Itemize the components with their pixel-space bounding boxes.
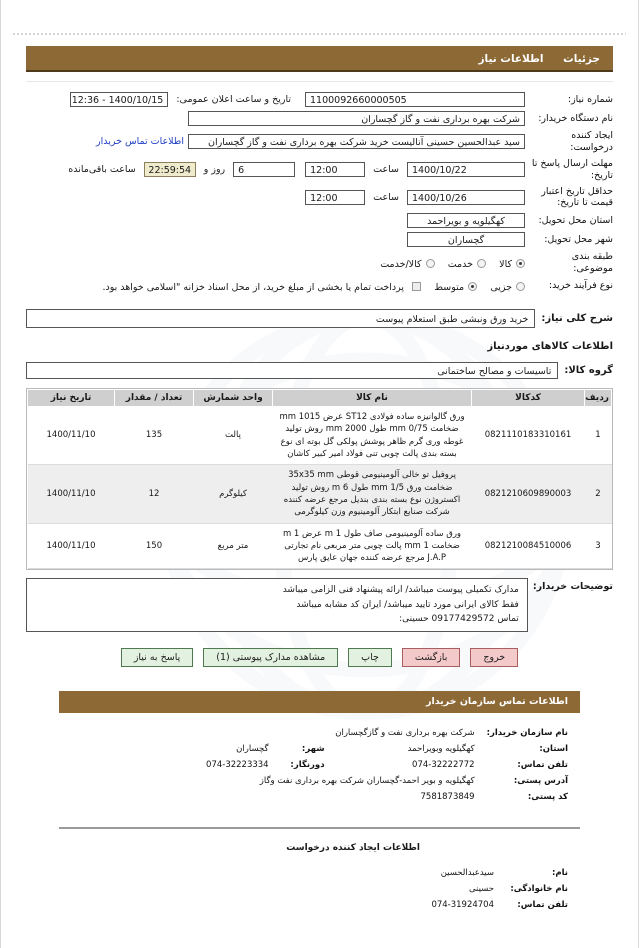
- note-line: فقط کالای ایرانی مورد تایید میباشد/ ایران کد مشابه میباشد: [296, 599, 519, 610]
- cell-name: ورق گالوانیزه ساده فولادی ST12 عرض 1015 mm ضخامت 0/75 mm طول 2000 mm روش تولید غوطه وری گرم ظاهر پوشش پولکی گل بوته ای نوع بسته بندی پالت چوبی تنی فولاد امیر کبیر کاشان: [273, 407, 472, 465]
- cell-date: 1400/11/10: [28, 523, 115, 569]
- hour-label-2: ساعت: [373, 191, 399, 203]
- class-option-service-label: خدمت: [447, 259, 473, 271]
- announce-label: تاریخ و ساعت اعلان عمومی:: [176, 94, 291, 105]
- cell-date: 1400/11/10: [28, 407, 115, 465]
- table-row[interactable]: [28, 523, 612, 569]
- goods-group-value: تاسیسات و مصالح ساختمانی: [26, 362, 558, 379]
- cell-code: 0821210084510006: [472, 523, 585, 569]
- buyer-org-label: نام دستگاه خریدار:: [538, 112, 613, 124]
- contact-province-value: کهگیلویه وبویراحمد: [407, 743, 475, 754]
- row-buyer-org: [26, 109, 613, 128]
- contact-info-block: [59, 725, 568, 805]
- goods-section-title: اطلاعات کالاهای موردنیاز: [487, 341, 613, 352]
- exit-button[interactable]: خروج: [470, 648, 518, 667]
- announce-value: 1400/10/15 - 12:36: [70, 92, 168, 107]
- cell-quantity: 12: [115, 465, 194, 523]
- requester-phone-label: تلفن تماس:: [517, 899, 568, 910]
- need-details-form: [26, 81, 613, 295]
- note-line: تماس 09177429572 حسینی:: [399, 614, 519, 625]
- goods-table-wrapper: [26, 388, 613, 570]
- table-row[interactable]: [28, 407, 612, 465]
- class-option-goods-service[interactable]: [380, 259, 434, 270]
- buyer-notes-label: توضیحات خریدار:: [532, 581, 613, 593]
- row-need-number: [26, 90, 613, 109]
- top-divider: [13, 33, 626, 35]
- treasury-note-label: پرداخت تمام یا بخشی از مبلغ خرید، از محل اسناد خزانه "اسلامی خواهد بود.: [102, 282, 405, 293]
- province-label: استان محل تحویل:: [538, 214, 613, 226]
- tab-details[interactable]: جزئیات: [563, 53, 600, 65]
- contact-org-value: شرکت بهره برداری نفت و گازگچساران: [335, 727, 475, 738]
- general-description-row: [26, 309, 613, 328]
- checkbox-treasury-icon[interactable]: [412, 282, 421, 291]
- contact-row-org: [59, 725, 568, 741]
- contact-row-phone: [59, 757, 568, 773]
- requester-family-label: نام خانوادگی:: [510, 883, 568, 894]
- cell-date: 1400/11/10: [28, 465, 115, 523]
- class-option-goods-service-label: کالا/خدمت: [380, 259, 422, 271]
- radio-minor-icon[interactable]: [516, 282, 525, 291]
- cell-unit: پالت: [194, 407, 273, 465]
- days-remaining: 6: [233, 162, 295, 177]
- process-label: نوع فرآیند خرید:: [548, 280, 613, 292]
- table-row[interactable]: [28, 465, 612, 523]
- col-index: ردیف: [585, 390, 612, 407]
- tab-need-info[interactable]: اطلاعات نیاز: [478, 53, 544, 65]
- col-date: تاریخ نیاز: [28, 390, 115, 407]
- buyer-org-value: شرکت بهره برداری نفت و گاز گچساران: [188, 111, 525, 126]
- buyer-notes-row: [26, 578, 613, 631]
- hour-label-1: ساعت: [373, 164, 399, 176]
- section-header-band: [26, 46, 613, 72]
- requester-name-label: نام:: [551, 867, 568, 878]
- contact-phone-value: 074-32222772: [412, 759, 475, 770]
- class-option-goods[interactable]: [499, 259, 525, 270]
- contact-address-label: آدرس پستی:: [513, 775, 568, 786]
- contact-branch-value: گچساران: [236, 743, 269, 754]
- cell-index: 2: [585, 465, 612, 523]
- requester-info-block: [59, 865, 568, 913]
- requester-name-value: سیدعبدالحسین: [440, 867, 494, 878]
- general-description-label: شرح کلی نیاز:: [541, 313, 613, 324]
- contact-province-label: استان:: [539, 743, 568, 754]
- classification-label: طبقه بندی موضوعی:: [571, 251, 613, 275]
- goods-table: [27, 389, 612, 569]
- radio-service-icon[interactable]: [477, 259, 486, 268]
- row-requester: [26, 128, 613, 156]
- row-province: [26, 211, 613, 230]
- view-attachments-button[interactable]: مشاهده مدارک پیوستی (1): [203, 648, 338, 667]
- treasury-note-option[interactable]: [102, 282, 421, 293]
- need-number-label: شماره نیاز:: [567, 93, 613, 105]
- contact-phone-label: تلفن تماس:: [517, 759, 568, 770]
- buyer-contact-link[interactable]: اطلاعات تماس خریدار: [95, 136, 184, 148]
- days-unit-label: روز و: [203, 164, 226, 176]
- contact-fax-value: 074-32223334: [206, 759, 269, 770]
- validity-date: 1400/10/26: [407, 190, 525, 205]
- requester-label: ایجاد کننده درخواست:: [570, 130, 613, 153]
- buyer-notes-box: [26, 578, 528, 631]
- radio-goods-service-icon[interactable]: [426, 259, 435, 268]
- back-button[interactable]: بازگشت: [402, 648, 460, 667]
- row-validity: [26, 184, 613, 212]
- process-option-medium-label: متوسط: [434, 282, 465, 293]
- requester-family-value: حسینی: [468, 883, 494, 894]
- requester-value: سید عبدالحسین حسینی آنالیست خرید شرکت بهره برداری نفت و گاز گچساران: [188, 134, 525, 149]
- remaining-label: ساعت باقی‌مانده: [68, 164, 136, 176]
- respond-to-need-button[interactable]: پاسخ به نیاز: [121, 648, 193, 667]
- requester-row-family: [59, 881, 568, 897]
- contact-row-province: [59, 741, 568, 757]
- process-option-minor[interactable]: [490, 282, 525, 293]
- radio-medium-icon[interactable]: [468, 282, 477, 291]
- cell-unit: کیلوگرم: [194, 465, 273, 523]
- contact-branch-label: شهر:: [301, 743, 325, 754]
- cell-index: 1: [585, 407, 612, 465]
- deadline-label: مهلت ارسال پاسخ تا تاریخ:: [531, 157, 613, 181]
- contact-org-label: نام سازمان خریدار:: [486, 727, 568, 738]
- contact-section-band: اطلاعات تماس سازمان خریدار: [59, 691, 580, 713]
- requester-section-title: اطلاعات ایجاد کننده درخواست: [286, 842, 420, 853]
- validity-time: 12:00: [305, 190, 365, 205]
- cell-code: 0821110183310161: [472, 407, 585, 465]
- requester-row-name: [59, 865, 568, 881]
- radio-goods-icon[interactable]: [516, 259, 525, 268]
- requester-phone-value: 074-31924704: [431, 899, 494, 910]
- cell-code: 0821210609890003: [472, 465, 585, 523]
- cell-name: پروفیل تو خالی آلومینیومی قوطی 35x35 mm ضخامت ورق 1/5 mm طول 6 m روش تولید اکستروژن نوع بسته بندی بندیل مرجع عرضه کننده شرکت صنایع ابتکار آلومینیوم وزن کیلوگرمی: [273, 465, 472, 523]
- note-line: مدارک تکمیلی پیوست میباشد/ ارائه پیشنهاد فنی الزامی میباشد: [282, 585, 519, 596]
- cell-index: 3: [585, 523, 612, 569]
- need-number-value: 1100092660000505: [305, 92, 525, 107]
- contact-row-postal: [59, 789, 568, 805]
- contact-fax-label: دورنگار:: [290, 759, 325, 770]
- deadline-time: 12:00: [305, 162, 365, 177]
- contact-address-value: کهگیلویه و بویر احمد-گچساران شرکت بهره برداری نفت وگاز: [259, 775, 475, 786]
- city-value: گچساران: [407, 232, 525, 247]
- process-option-medium[interactable]: [434, 282, 477, 293]
- col-quantity: تعداد / مقدار: [115, 390, 194, 407]
- requester-row-phone: [59, 897, 568, 913]
- row-city: [26, 230, 613, 249]
- section-divider: [59, 827, 580, 829]
- cell-name: ورق ساده آلومینیومی صاف طول 1 m عرض 1 m ضخامت 1 mm پالت چوبی متر مربعی نام تجارتی J.A.P مرجع عرضه کننده جهان عایق پارس: [273, 523, 472, 569]
- contact-postal-value: 7581873849: [420, 791, 475, 802]
- class-option-service[interactable]: [448, 259, 486, 270]
- class-option-goods-label: کالا: [499, 259, 512, 271]
- cell-unit: متر مربع: [194, 523, 273, 569]
- contact-postal-label: کد پستی:: [527, 791, 568, 802]
- row-process-type: [26, 277, 613, 295]
- col-name: نام کالا: [273, 390, 472, 407]
- goods-table-header-row: [28, 390, 612, 407]
- countdown-timer: 22:59:54: [144, 162, 196, 177]
- row-classification: [26, 249, 613, 277]
- col-unit: واحد شمارش: [194, 390, 273, 407]
- row-deadline: [26, 156, 613, 184]
- goods-group-label: گروه کالا:: [564, 365, 613, 376]
- contact-row-address: [59, 773, 568, 789]
- general-description-value: خرید ورق ونبشی طبق استعلام پیوست: [26, 309, 535, 328]
- city-label: شهر محل تحویل:: [544, 233, 613, 245]
- process-option-minor-label: جزیی: [490, 282, 512, 293]
- action-button-bar: [26, 648, 613, 667]
- deadline-date: 1400/10/22: [407, 162, 525, 177]
- cell-quantity: 135: [115, 407, 194, 465]
- validity-label: حداقل تاریخ اعتبار قیمت تا تاریخ:: [541, 185, 613, 209]
- col-code: کدکالا: [472, 390, 585, 407]
- cell-quantity: 150: [115, 523, 194, 569]
- province-value: کهگیلویه و بویراحمد: [407, 213, 525, 228]
- goods-group-row: [26, 362, 613, 379]
- print-button[interactable]: چاپ: [348, 648, 392, 667]
